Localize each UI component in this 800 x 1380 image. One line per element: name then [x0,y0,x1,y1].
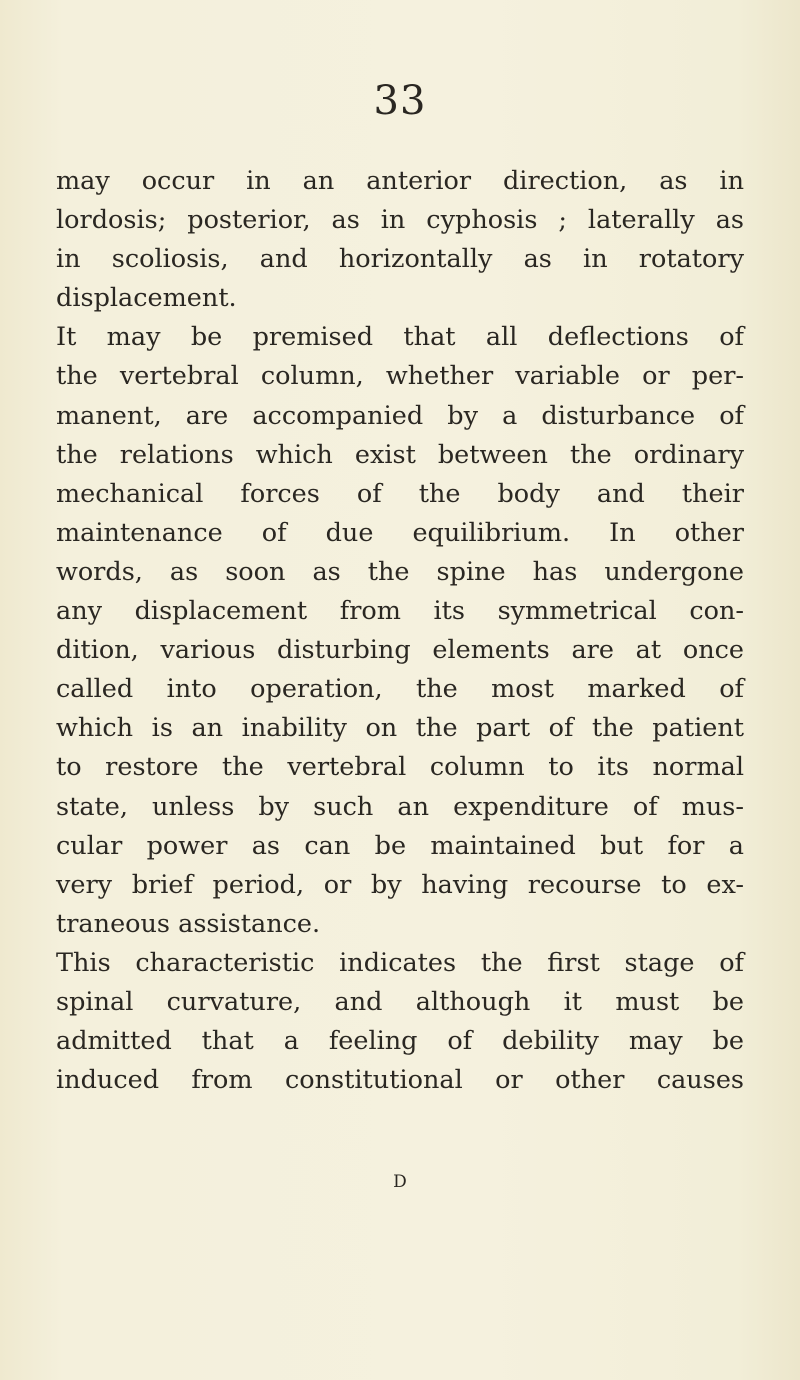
text-line: the relations which exist between the ordinary [56,439,744,470]
text-line: maintenance of due equilibrium. In other [56,517,744,548]
text-line: any displacement from its symmetrical con- [56,596,744,627]
text-line: words, as soon as the spine has undergone [56,556,744,587]
body-text [56,162,744,1100]
text-line: state, unless by such an expenditure of mus- [56,791,744,822]
text-line: called into operation, the most marked of [56,674,744,705]
text-line: dition, various disturbing elements are at once [56,635,744,666]
text-line: very brief period, or by having recourse to ex- [56,869,744,900]
text-line: admitted that a feeling of debility may be [56,1026,744,1057]
text-line: lordosis; posterior, as in cyphosis ; laterally as [56,205,744,236]
text-line: in scoliosis, and horizontally as in rotatory [56,244,744,275]
text-line: to restore the vertebral column to its normal [56,752,744,783]
text-line: traneous assistance. [56,908,321,939]
text-line: the vertebral column, whether variable or per- [56,361,744,392]
text-line: which is an inability on the part of the patient [56,713,744,744]
text-line: displacement. [56,283,237,314]
text-line: induced from constitutional or other causes [56,1065,744,1096]
page-number: 33 [373,78,427,124]
text-line: It may be premised that all deflections of [56,322,744,353]
text-line: mechanical forces of the body and their [56,478,744,509]
text-line: cular power as can be maintained but for a [56,830,744,861]
text-line: may occur in an anterior direction, as in [56,166,744,196]
text-line: manent, are accompanied by a disturbance of [56,400,744,431]
text-line: This characteristic indicates the first stage of [56,947,744,978]
signature-mark: D [393,1172,407,1192]
text-line: spinal curvature, and although it must be [56,986,744,1017]
